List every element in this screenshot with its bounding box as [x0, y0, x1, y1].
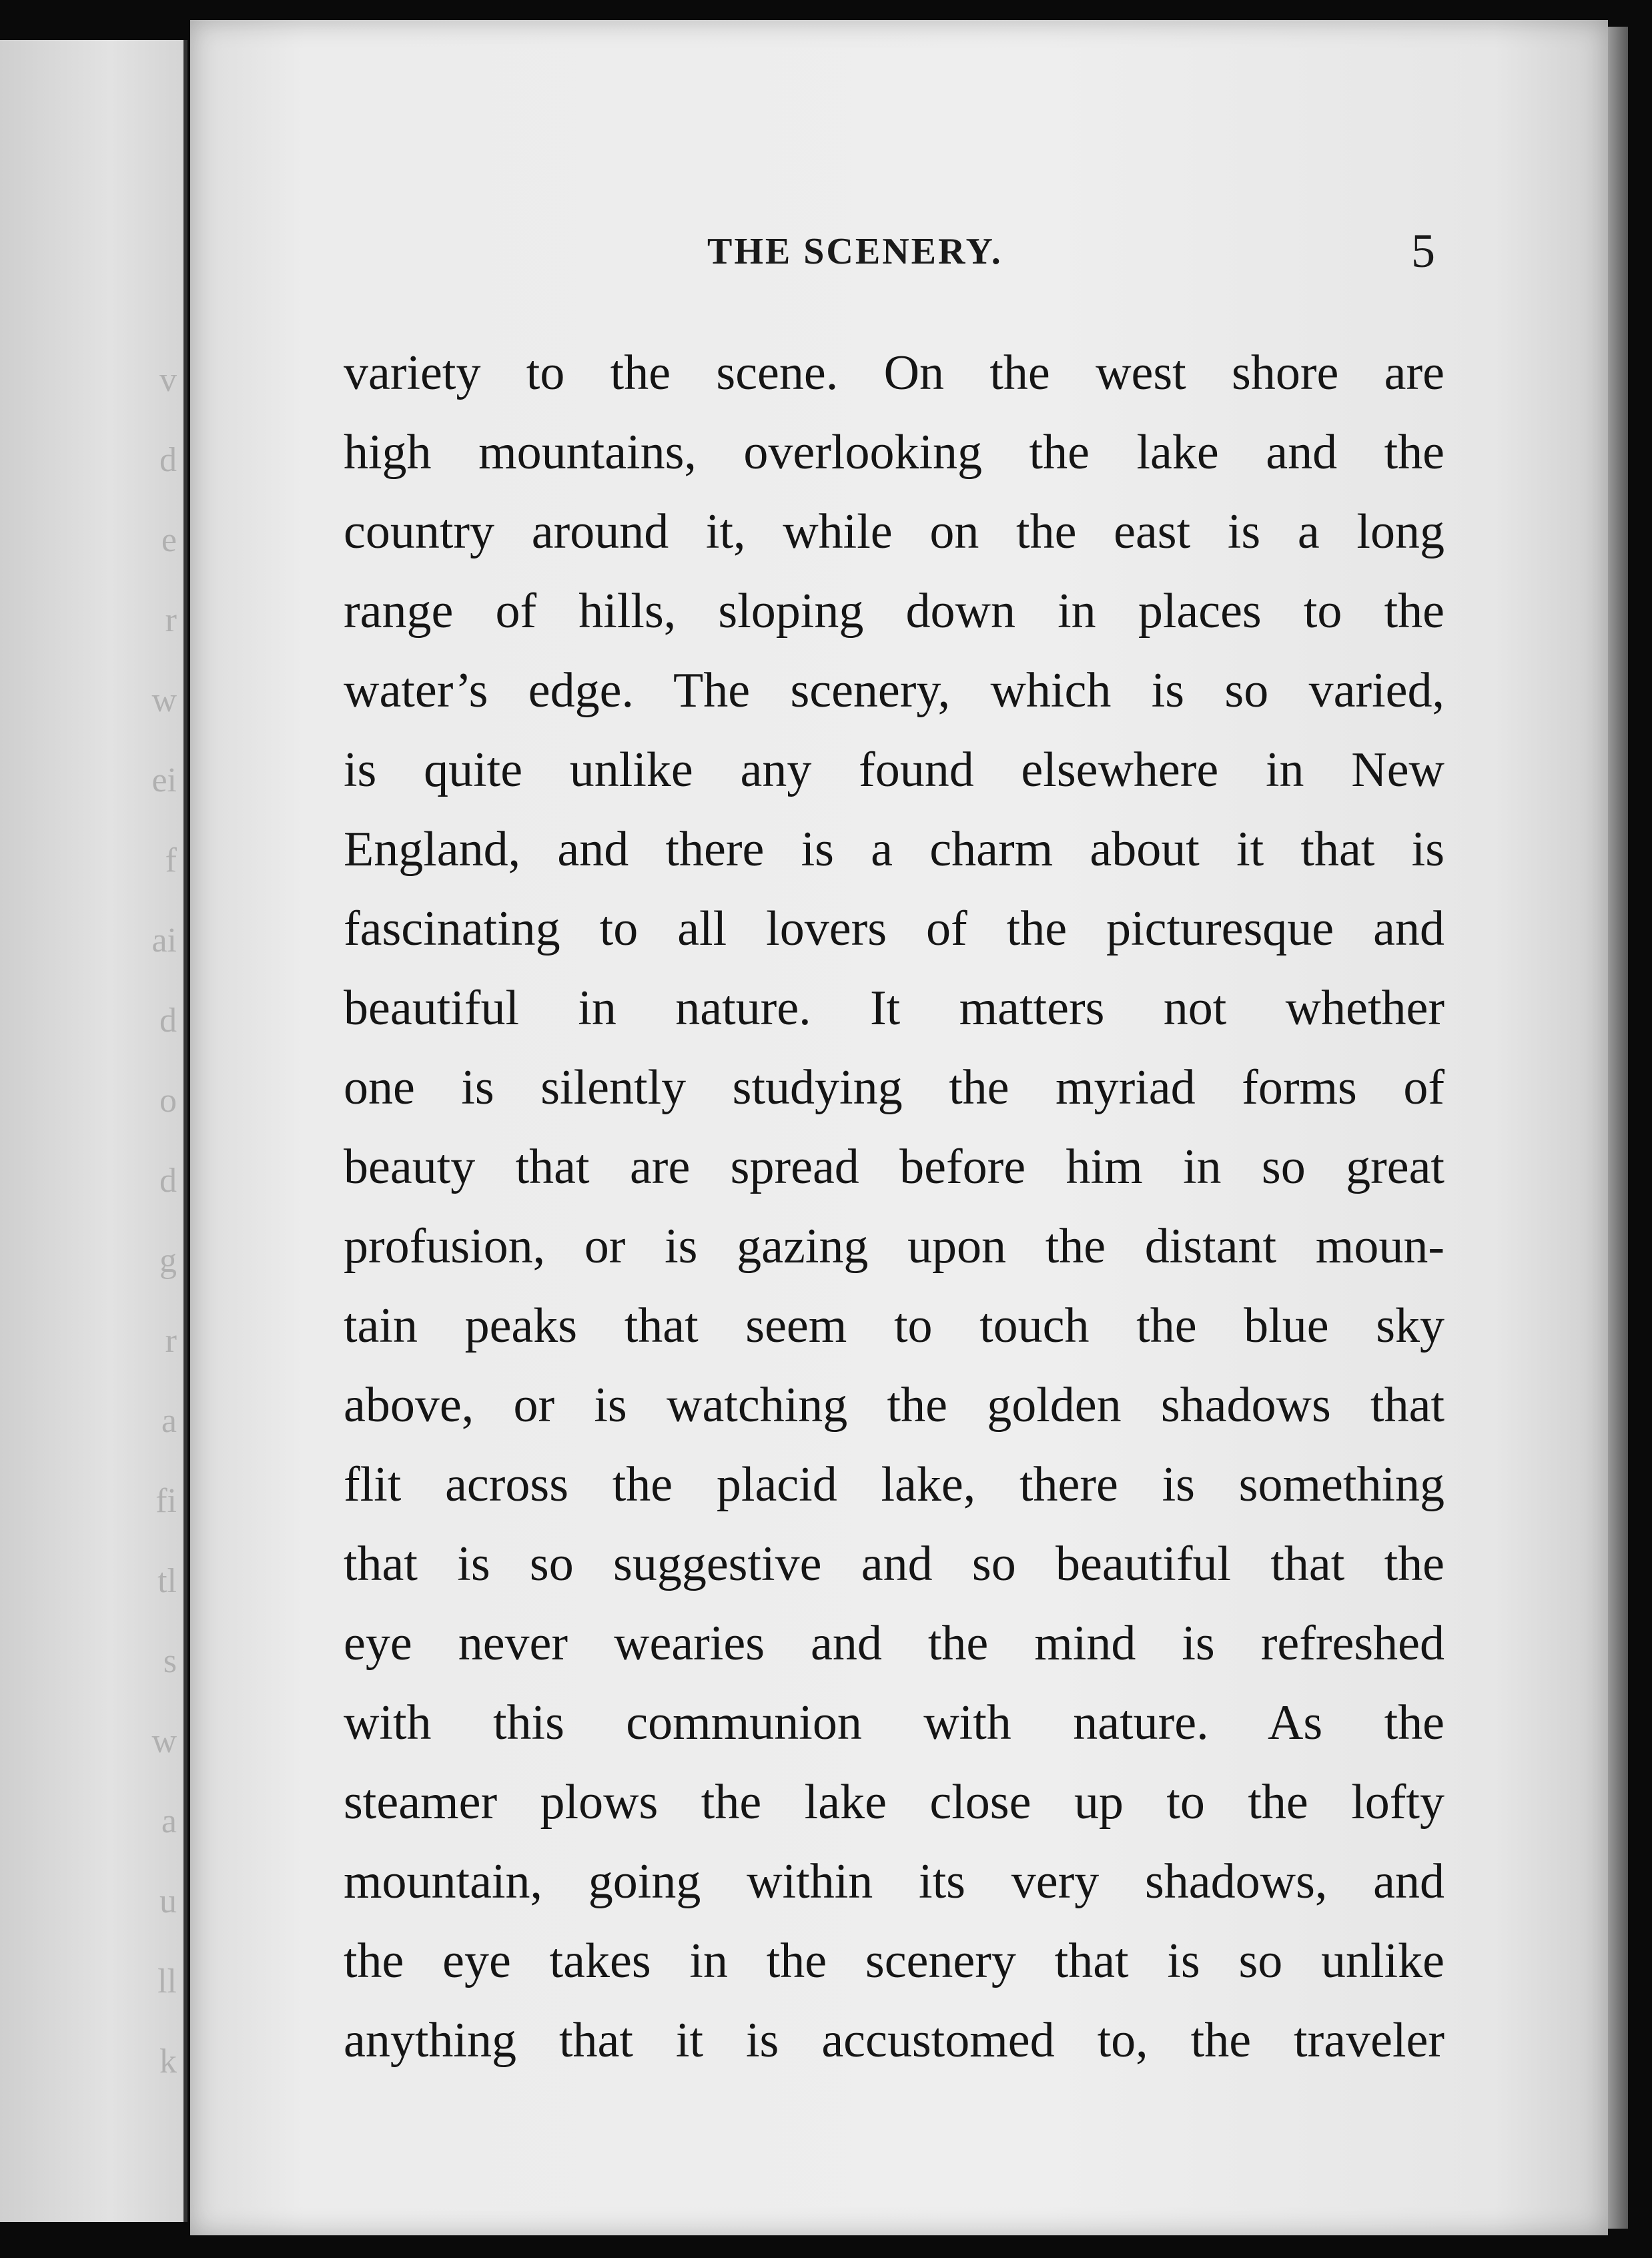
text-line: mountain, going within its very shadows, and — [344, 1854, 1444, 1909]
text-line: anything that it is accustomed to, the traveler — [344, 2013, 1444, 2068]
text-line: steamer plows the lake close up to the lofty — [344, 1775, 1444, 1830]
text-line: high mountains, overlooking the lake and the — [344, 425, 1444, 480]
ghost-letter: w — [151, 681, 177, 719]
running-header: THE SCENERY. — [707, 231, 1003, 272]
ghost-letter: f — [165, 841, 177, 879]
ghost-letter: a — [161, 1802, 177, 1840]
text-line: variety to the scene. On the west shore are — [344, 346, 1444, 400]
ghost-letter: d — [159, 441, 177, 479]
ghost-letter: fi — [155, 1482, 177, 1520]
text-line: is quite unlike any found elsewhere in New — [344, 743, 1444, 797]
ghost-letter: w — [151, 1722, 177, 1760]
ghost-letter: g — [159, 1242, 177, 1280]
text-line: beautiful in nature. It matters not whether — [344, 981, 1444, 1036]
ghost-letter: d — [159, 1002, 177, 1040]
ghost-letter: r — [165, 1322, 177, 1360]
text-line: with this communion with nature. As the — [344, 1696, 1444, 1750]
text-line: range of hills, sloping down in places to the — [344, 584, 1444, 639]
body-text — [344, 334, 1444, 2081]
text-line: the eye takes in the scenery that is so unlike — [344, 1934, 1444, 1988]
text-line: tain peaks that seem to touch the blue sky — [344, 1298, 1444, 1353]
text-line: fascinating to all lovers of the picturesque and — [344, 901, 1444, 956]
ghost-letter: o — [159, 1082, 177, 1120]
text-line: profusion, or is gazing upon the distant moun- — [344, 1219, 1444, 1274]
ghost-letter: e — [161, 521, 177, 559]
ghost-letter: a — [161, 1402, 177, 1440]
ghost-letter: ei — [151, 761, 177, 799]
ghost-letter: ll — [157, 1962, 177, 2000]
left-page-edge — [0, 40, 187, 2222]
ghost-letter: k — [159, 2042, 177, 2081]
text-line: country around it, while on the east is a long — [344, 504, 1444, 559]
ghost-letter: r — [165, 601, 177, 639]
ghost-letter: tl — [157, 1562, 177, 1600]
text-line: above, or is watching the golden shadows that — [344, 1378, 1444, 1433]
ghost-letter: s — [163, 1642, 177, 1680]
text-line: eye never wearies and the mind is refreshed — [344, 1616, 1444, 1671]
page-edge-shadow — [1608, 27, 1628, 2229]
ghost-letter: u — [159, 1882, 177, 1920]
ghost-letter: v — [159, 361, 177, 399]
text-line: one is silently studying the myriad forms of — [344, 1060, 1444, 1115]
text-line: flit across the placid lake, there is something — [344, 1457, 1444, 1512]
text-line: beauty that are spread before him in so great — [344, 1140, 1444, 1194]
page-number: 5 — [1411, 224, 1435, 278]
text-line: water’s edge. The scenery, which is so varied, — [344, 663, 1444, 718]
text-line: England, and there is a charm about it that is — [344, 822, 1444, 877]
ghost-letter: d — [159, 1162, 177, 1200]
ghost-letter: ai — [151, 921, 177, 960]
text-line: that is so suggestive and so beautiful that the — [344, 1537, 1444, 1591]
